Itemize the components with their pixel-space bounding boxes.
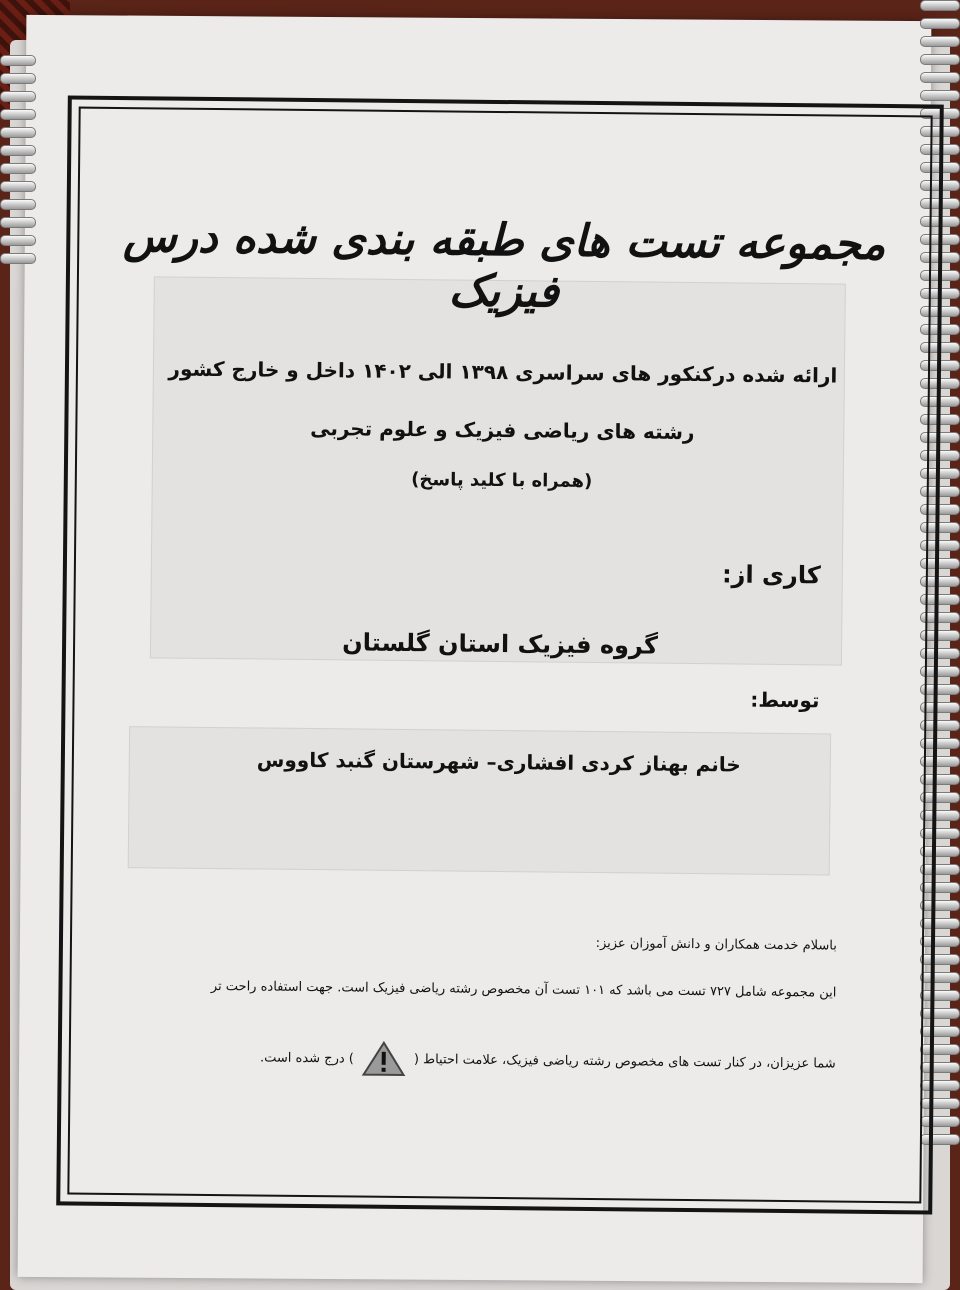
subtitle-exam-years: ارائه شده درکنکور های سراسری ۱۳۹۸ الی ۱۴۰۲ داخل و خارج کشور <box>168 356 838 388</box>
by-label: کاری از: <box>721 560 821 590</box>
spiral-rings-left <box>0 55 36 255</box>
paragraph-line-2-end: ) درج شده است. <box>259 1050 354 1066</box>
paragraph-line-2 <box>260 1040 836 1082</box>
warning-triangle-icon <box>362 1041 406 1077</box>
subtitle-answer-key: (همراه با کلید پاسخ) <box>411 469 593 492</box>
via-label: توسط: <box>750 687 820 713</box>
paragraph-line-1: این مجموعه شامل ۷۲۷ تست می باشد که ۱۰۱ تست آن مخصوص رشته ریاضی فیزیک است. جهت استفاده راحت تر <box>210 978 837 1001</box>
greeting-text: باسلام خدمت همکاران و دانش آموزان عزیز: <box>595 936 837 954</box>
subtitle-fields: رشته های ریاضی فیزیک و علوم تجربی <box>310 416 695 445</box>
cover-content <box>85 126 916 1175</box>
author-name: خانم بهناز کردی افشاری– شهرستان گنبد کاووس <box>256 747 741 777</box>
group-name: گروه فیزیک استان گلستان <box>342 628 659 660</box>
page-title: مجموعه تست های طبقه بندی شده درس فیزیک <box>122 211 886 318</box>
paragraph-line-2-start: شما عزیزان، در کنار تست های مخصوص رشته ریاضی فیزیک، علامت احتیاط ( <box>413 1051 836 1072</box>
